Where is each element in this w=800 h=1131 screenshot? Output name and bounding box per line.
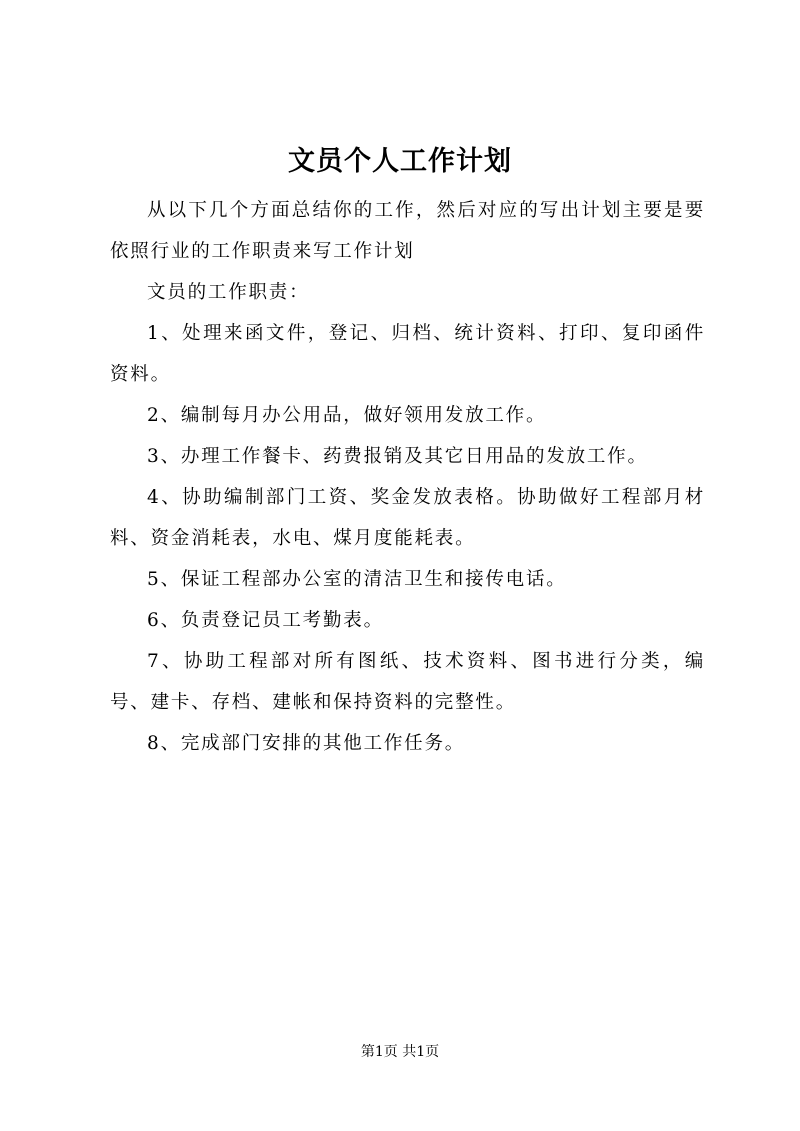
duty-item-7: 7、协助工程部对所有图纸、技术资料、图书进行分类，编号、建卡、存档、建帐和保持资料的完整性。 [110,651,705,713]
duty-item-5: 5、保证工程部办公室的清洁卫生和接传电话。 [147,569,567,590]
duty-item-8: 8、完成部门安排的其他工作任务。 [147,733,466,754]
duty-item-1: 1、处理来函文件，登记、归档、统计资料、打印、复印函件资料。 [110,323,705,385]
document-title: 文员个人工作计划 [288,146,512,177]
duty-item-3: 3、办理工作餐卡、药费报销及其它日用品的发放工作。 [147,446,648,467]
duty-item-6: 6、负责登记员工考勤表。 [147,610,384,631]
duty-item-4: 4、协助编制部门工资、奖金发放表格。协助做好工程部月材料、资金消耗表，水电、煤月度能耗表。 [110,487,705,549]
document-body [110,190,705,764]
duty-item-2: 2、编制每月办公用品，做好领用发放工作。 [147,405,547,426]
intro-paragraph: 从以下几个方面总结你的工作，然后对应的写出计划主要是要依照行业的工作职责来写工作计划 [110,200,705,262]
page-footer: 第1页 共1页 [360,1044,440,1060]
duties-heading: 文员的工作职责： [147,282,310,303]
